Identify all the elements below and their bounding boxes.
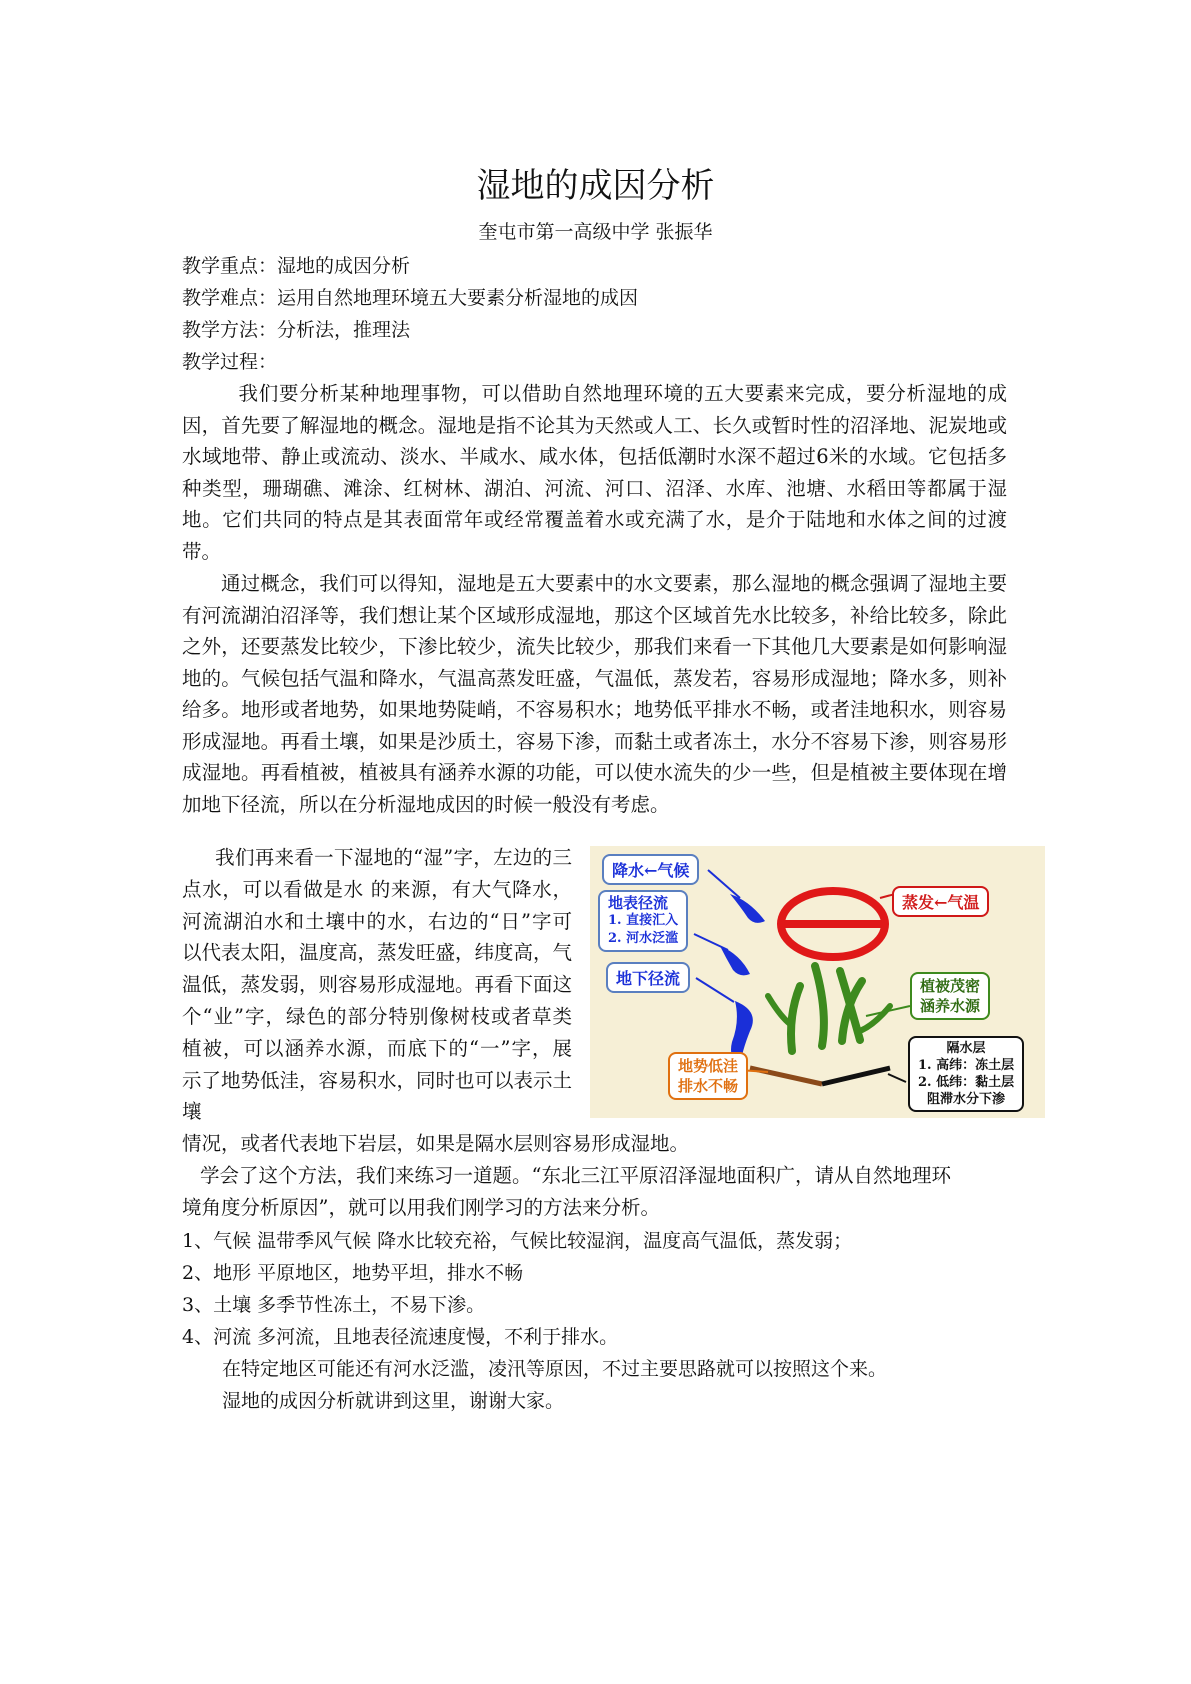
answer-item-river: 4、河流 多河流，且地表径流速度慢，不利于排水。 — [182, 1326, 619, 1348]
label-aquiclude — [908, 1036, 1024, 1112]
vegetation-branch-1 — [768, 996, 790, 1024]
paragraph-elements-text: 通过概念，我们可以得知，湿地是五大要素中的水文要素，那么湿地的概念强调了湿地主要有河流湖泊沼泽等，我们想让某个区域形成湿地，那这个区域首先水比较多，补给比较多，除此之外，还要蒸发比较少，下渗比较少，流失比较少，那我们来看一下其他几大要素是如何影响湿地的。气候包括气温和降水，气温高蒸发旺盛，气温低，蒸发若，容易形成湿地；降水多，则补给多。地形或者地势，如果地势陡峭，不容易积水；地势低平排水不畅，或者洼地积水，则容易形成湿地。再看土壤，如果是沙质土，容易下渗，而黏土或者冻土，水分不容易下渗，则容易形成湿地。再看植被，植被具有涵养水源的功能，可以使水流失的少一些，但是植被主要体现在增加地下径流，所以在分析湿地成因的时候一般没有考虑。 — [182, 572, 1007, 816]
label-surface-title: 地表径流 — [608, 894, 669, 912]
page-title: 湿地的成因分析 — [476, 166, 715, 206]
rock-line — [822, 1068, 890, 1084]
label-aquiclude-2: 2. 低纬：黏土层 — [918, 1075, 1015, 1090]
teaching-process: 教学过程： — [182, 351, 278, 373]
label-terrain-2: 排水不畅 — [678, 1077, 739, 1095]
author-line: 奎屯市第一高级中学 张振华 — [478, 221, 713, 243]
connector-precip — [708, 870, 740, 898]
label-aquiclude-title: 隔水层 — [946, 1041, 986, 1056]
label-surface-runoff — [598, 890, 688, 952]
answer-item-climate: 1、气候 温带季风气候 降水比较充裕，气候比较湿润，温度高气温低，蒸发弱； — [182, 1230, 853, 1252]
paragraph-elements — [182, 568, 1007, 820]
soil-line — [750, 1068, 822, 1084]
label-veg-2: 涵养水源 — [920, 997, 981, 1015]
answer-item-terrain: 2、地形 平原地区，地势平坦，排水不畅 — [182, 1262, 524, 1284]
teaching-method: 教学方法：分析法，推理法 — [182, 319, 411, 341]
connector-surface — [694, 934, 728, 950]
teaching-focus: 教学重点：湿地的成因分析 — [182, 255, 411, 277]
label-precip: 降水←气候 — [602, 854, 699, 885]
teaching-difficulty: 教学难点：运用自然地理环境五大要素分析湿地的成因 — [182, 287, 639, 309]
paragraph-exercise: 学会了这个方法，我们来练习一道题。“东北三江平原沼泽湿地面积广，请从自然地理环 — [200, 1164, 951, 1187]
label-evap: 蒸发←气温 — [892, 886, 989, 917]
closing-note: 在特定地区可能还有河水泛滥，凌汛等原因，不过主要思路就可以按照这个来。 — [222, 1358, 888, 1380]
closing-thanks: 湿地的成因分析就讲到这里，谢谢大家。 — [222, 1390, 565, 1412]
label-vegetation — [910, 972, 990, 1020]
label-terrain-1: 地势低洼 — [678, 1057, 739, 1075]
water-stroke-1 — [730, 894, 765, 923]
connector-aquiclude — [888, 1074, 906, 1082]
water-stroke-2 — [720, 946, 750, 975]
label-aquiclude-1: 1. 高纬：冻土层 — [918, 1058, 1015, 1073]
paragraph-character-end: 情况，或者代表地下岩层，如果是隔水层则容易形成湿地。 — [182, 1132, 690, 1155]
label-terrain — [668, 1052, 748, 1100]
paragraph-exercise-2: 境角度分析原因”，就可以用我们刚学习的方法来分析。 — [182, 1196, 660, 1219]
answer-item-soil: 3、土壤 多季节性冻土，不易下渗。 — [182, 1294, 486, 1316]
vegetation-branch-2 — [862, 1006, 890, 1030]
label-veg-1: 植被茂密 — [920, 977, 981, 995]
label-aquiclude-3: 阻滞水分下渗 — [927, 1092, 1006, 1107]
paragraph-concept-text: 我们要分析某种地理事物，可以借助自然地理环境的五大要素来完成，要分析湿地的成因，首先要了解湿地的概念。湿地是指不论其为天然或人工、长久或暂时性的沼泽地、泥炭地或水域地带、静止或流动、淡水、半咸水、咸水体，包括低潮时水深不超过6米的水域。它包括多种类型，珊瑚礁、滩涂、红树林、湖泊、河流、河口、沼泽、水库、池塘、水稻田等都属于湿地。它们共同的特点是其表面常年或经常覆盖着水或充满了水，是介于陆地和水体之间的过渡带。 — [182, 382, 1007, 563]
paragraph-concept — [182, 378, 1007, 567]
wetland-character-diagram — [590, 846, 1045, 1118]
paragraph-character: 我们再来看一下湿地的“湿”字，左边的三点水，可以看做是水 的来源，有大气降水，河流湖泊水和土壤中的水，右边的“日”字可以代表太阳，温度高，蒸发旺盛，纬度高，气温低，蒸发弱，则容易形成湿地。再看下面这个“业”字，绿色的部分特别像树枝或者草类植被，可以涵养水源，而底下的“一”字，展示了地势低洼，容易积水，同时也可以表示土壤 — [182, 846, 573, 1124]
vegetation-left — [791, 986, 800, 1051]
vegetation-mid — [815, 966, 824, 1046]
label-surface-1: 1. 直接汇入 — [608, 913, 679, 928]
label-ground-runoff: 地下径流 — [606, 962, 690, 993]
label-surface-2: 2. 河水泛滥 — [608, 931, 679, 946]
connector-ground — [696, 978, 734, 1002]
